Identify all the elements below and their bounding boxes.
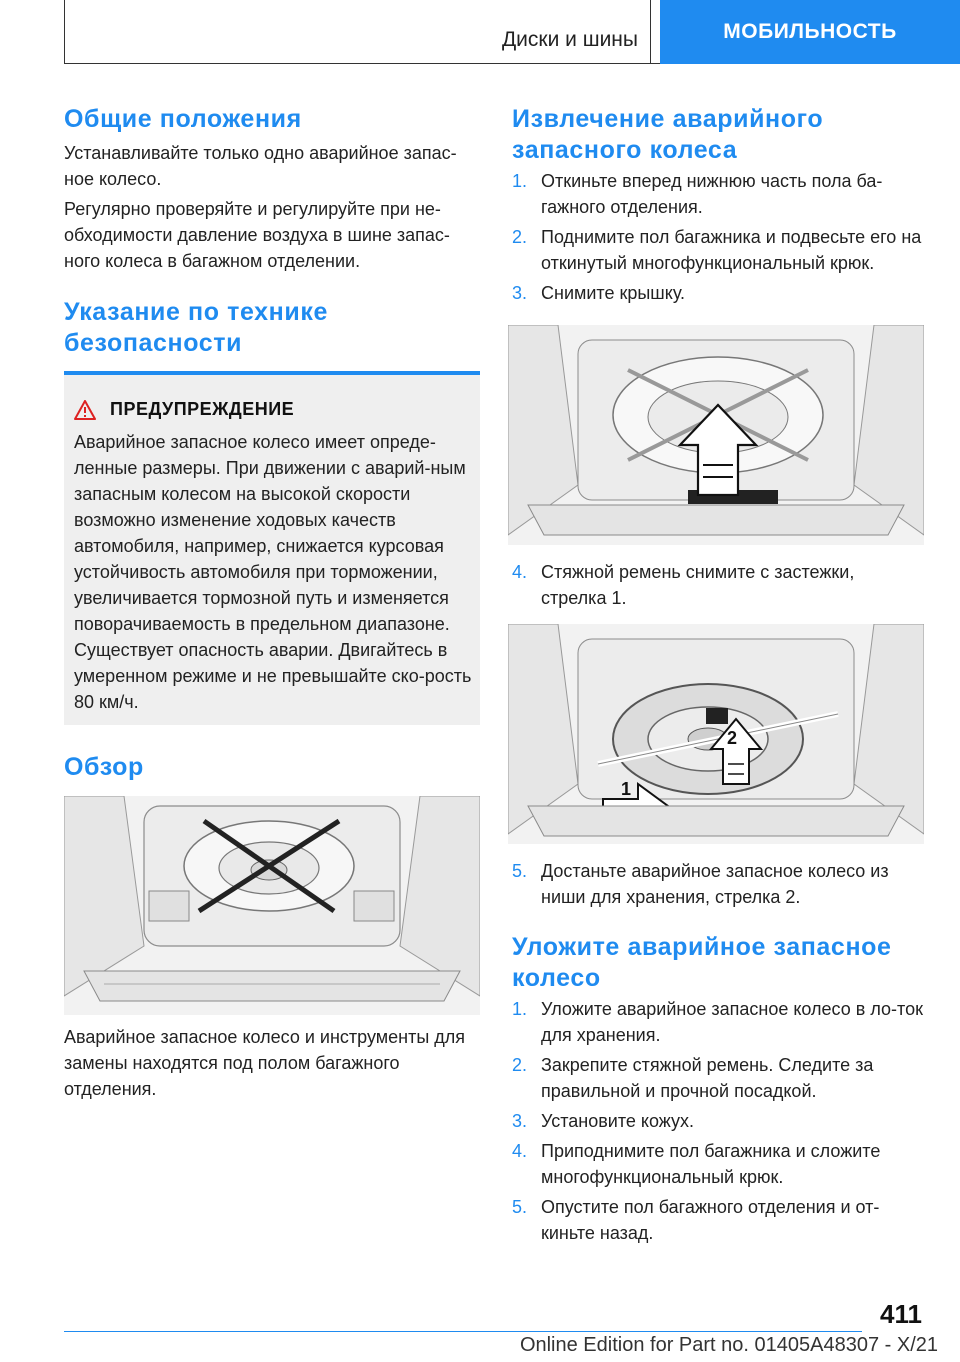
remove-steps-list-a [512,168,924,306]
warning-box [64,371,480,725]
remove-steps-list-b [512,559,924,611]
overview-caption: Аварийное запасное колесо и инструменты для замены находятся под полом багажного отделения. [64,1027,466,1099]
list-item: 1. Откиньте вперед нижнюю часть пола ба-гажного отделения. [512,171,883,217]
list-item: 4. Стяжной ремень снимите с застежки, стрелка 1. [512,562,855,608]
header-separator [650,0,651,64]
strap-arrow-label-1: 1 [621,779,632,799]
remove-strap-image [508,624,924,844]
list-item: 4. Приподнимите пол багажника и сложите многофункциональный крюк. [512,1141,881,1187]
list-item: 5. Опустите пол багажного отделения и от-киньте назад. [512,1197,880,1243]
footer-rule [64,1331,862,1332]
list-item: 3. Снимите крышку. [512,283,686,303]
remove-cover-image [508,325,924,545]
header-chapter-tab[interactable]: МОБИЛЬНОСТЬ [660,0,960,64]
stow-steps-list [512,996,924,1246]
safety-heading: Указание по технике безопасности [64,298,328,357]
list-item: 3. Установите кожух. [512,1111,695,1131]
page-number: 411 [880,1299,922,1329]
warning-header [74,399,294,420]
general-paragraph-1: Устанавливайте только одно аварийное запас-ное колесо. [64,143,457,189]
list-item: 5. Достаньте аварийное запасное колесо из ниши для хранения, стрелка 2. [512,861,889,907]
general-paragraph-2: Регулярно проверяйте и регулируйте при не-обходимости давление воздуха в шине запас-ного колеса в багажном отделении. [64,199,450,271]
list-item: 1. Уложите аварийное запасное колесо в ло-ток для хранения. [512,999,923,1045]
list-item: 2. Поднимите пол багажника и подвесьте его на откинутый многофункциональный крюк. [512,227,922,273]
strap-arrow-label-2: 2 [727,728,738,748]
header-rule [64,63,660,64]
overview-heading: Обзор [64,753,144,781]
footer-edition: Online Edition for Part no. 01405A48307 - X/21 [519,1334,938,1356]
header-left-rule [64,0,65,64]
header-section-title: Диски и шины [501,28,638,51]
remove-heading: Извлечение аварийного запасного колеса [512,105,824,164]
warning-title: ПРЕДУПРЕЖДЕНИЕ [110,399,295,419]
stow-heading: Уложите аварийное запасное колесо [512,933,892,992]
remove-steps-list-c [512,858,924,910]
general-heading: Общие положения [64,105,302,133]
warning-triangle-icon [74,400,96,420]
warning-text: Аварийное запасное колесо имеет опреде-ленные размеры. При движении с аварий-ным запасным колесом на высокой скорости возможно изменение ходовых качеств автомобиля, например, снижается курсовая устойчивость автомобиля при торможении, увеличивается тормозной путь и изменяется поворачиваемость в предельном диапазоне. Существует опасность аварии. Двигайтесь в умеренном режиме и не превышайте ско-рость 80 км/ч. [74,432,472,712]
overview-spare-wheel-image [64,796,480,1015]
list-item: 2. Закрепите стяжной ремень. Следите за правильной и прочной посадкой. [512,1055,874,1101]
